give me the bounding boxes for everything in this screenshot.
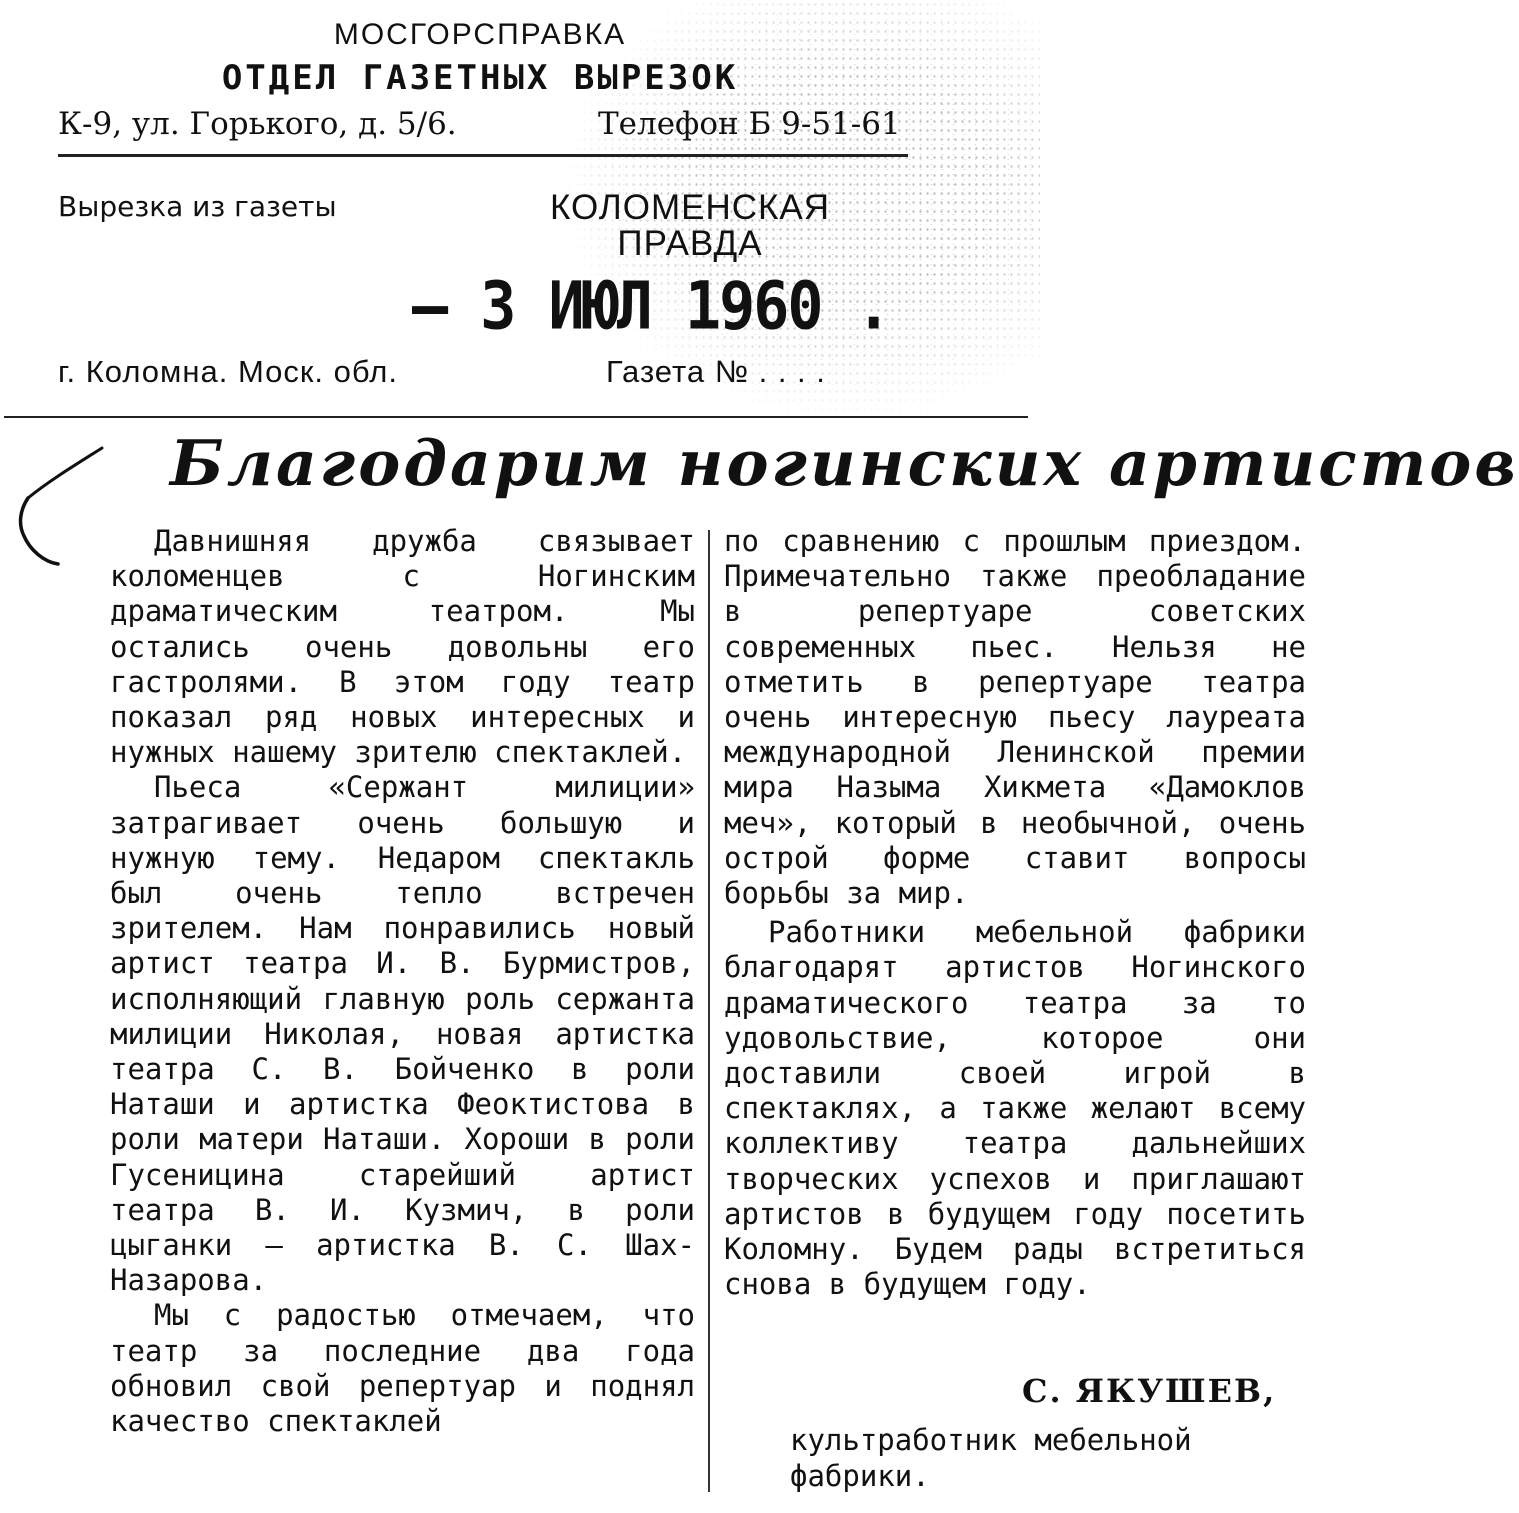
stamp-address: К-9, ул. Горького, д. 5/6. <box>58 106 457 142</box>
handwritten-mark-icon <box>10 440 110 570</box>
paragraph: Пьеса «Сержант милиции» затрагивает очень большую и нужную тему. Недаром спектакль был очень тепло встречен зрителем. Нам понравились новый артист театра И. В. Бурмистров, исполняющий главную роль сержанта милиции Николая, новая артистка театра С. В. Бойченко в роли Наташи и артистка Феоктистова в роли матери Наташи. Хороши в роли Гусеницина старейший артист театра В. И. Кузмич, в роли цыганки — артистка В. С. Шах-Назарова. <box>110 770 695 1298</box>
city: г. Коломна. Моск. обл. <box>58 354 398 389</box>
paragraph: Работники мебельной фабрики благодарят артистов Ногинского драматического театра за то удовольствие, которое они доставили своей игрой в спектаклях, а также желают всему коллективу театра дальнейших творческих успехов и приглашают артистов в будущем году посетить Коломну. Будем рады встретиться снова в будущем году. <box>724 915 1306 1302</box>
clip-label: Вырезка из газеты <box>58 190 337 223</box>
column-divider <box>708 530 710 1492</box>
article-column-right <box>724 524 1306 1302</box>
newspaper-name <box>520 190 860 262</box>
stamp-department: ОТДЕЛ ГАЗЕТНЫХ ВЫРЕЗОК <box>221 58 739 98</box>
stamp-divider <box>58 154 908 157</box>
author-signature: С. ЯКУШЕВ, <box>1022 1372 1277 1410</box>
newspaper-name-line1: КОЛОМЕНСКАЯ <box>549 188 831 227</box>
author-title: культработник мебельной фабрики. <box>790 1423 1192 1493</box>
paragraph: Давнишняя дружба связывает коломенцев с Ногинским драматическим театром. Мы остались очень довольны его гастролями. В этом году театр показал ряд новых интересных и нужных нашему зрителю спектаклей. <box>110 524 695 770</box>
stamp-agency: МОСГОРСПРАВКА <box>333 18 627 51</box>
article-column-left <box>110 524 695 1439</box>
header-divider <box>4 416 1028 418</box>
stamp-phone: Телефон Б 9-51-61 <box>598 106 901 142</box>
paragraph: по сравнению с прошлым приездом. Примечательно также преобладание в репертуаре советских современных пьес. Нельзя не отметить в репертуаре театра очень интересную пьесу лауреата международной Ленинской премии мира Назыма Хикмета «Дамоклов меч», который в необычной, очень острой форме ставит вопросы борьбы за мир. <box>724 524 1306 911</box>
gazeta-number: Газета № . . . . <box>606 354 826 389</box>
paragraph: Мы с радостью отмечаем, что театр за последние два года обновил свой репертуар и поднял качество спектаклей <box>110 1298 695 1439</box>
date-stamp: — 3 ИЮЛ 1960 . <box>412 268 890 345</box>
newspaper-name-line2: ПРАВДА <box>617 224 763 263</box>
article-headline: Благодарим ногинских артистов <box>170 426 1519 500</box>
